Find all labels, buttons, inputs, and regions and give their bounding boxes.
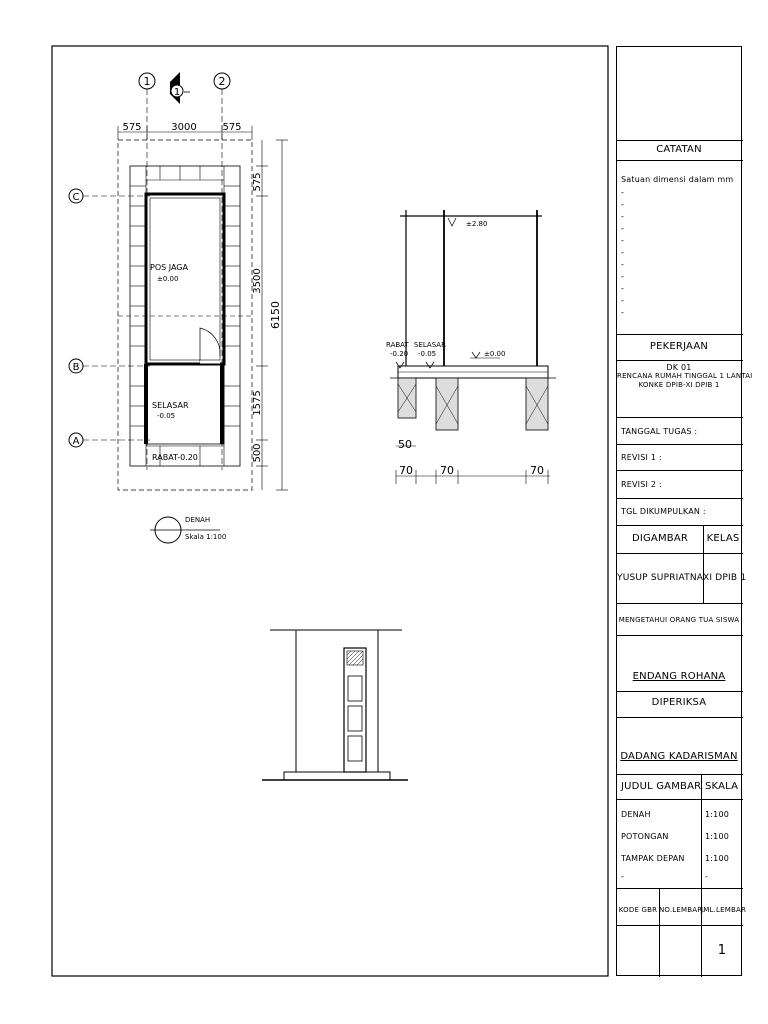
mengetahui: MENGETAHUI ORANG TUA SISWA bbox=[618, 616, 740, 624]
catatan-dash-7: - bbox=[621, 260, 625, 269]
front-elevation bbox=[262, 630, 408, 780]
catatan-dash-11: - bbox=[621, 308, 625, 317]
drawing-scale-3: 1:100 bbox=[705, 854, 730, 863]
foundations bbox=[398, 378, 548, 430]
dim-top-3000: 3000 bbox=[171, 122, 197, 133]
section-dim-70-b: 70 bbox=[440, 464, 454, 477]
no-lembar: NO.LEMBAR. bbox=[659, 906, 705, 914]
drawing-frame bbox=[52, 46, 608, 976]
skala-header: SKALA bbox=[705, 781, 739, 792]
drawing-scale-1: 1:100 bbox=[705, 810, 730, 819]
catatan-dash-1: - bbox=[621, 188, 625, 197]
judul-header: JUDUL GAMBAR bbox=[621, 781, 702, 792]
kelas-value: XI DPIB 1 bbox=[703, 573, 747, 583]
section-marker-number: 1 bbox=[173, 87, 181, 98]
revisi-2: REVISI 2 : bbox=[621, 480, 662, 489]
section-top-level: ±2.80 bbox=[466, 220, 488, 228]
jml-lembar: JML.LEMBAR bbox=[701, 906, 747, 914]
drawing-scale-4: - bbox=[705, 872, 709, 881]
tanggal-tugas: TANGGAL TUGAS : bbox=[621, 427, 698, 436]
digambar-header: DIGAMBAR bbox=[631, 533, 689, 544]
catatan-dash-3: - bbox=[621, 212, 625, 221]
door-swing bbox=[200, 328, 220, 362]
door-elevation bbox=[344, 648, 366, 772]
catatan-dash-10: - bbox=[621, 296, 625, 305]
terrace-name: SELASAR bbox=[152, 401, 189, 410]
drawing-name-1: DENAH bbox=[621, 810, 651, 819]
dim-top-575-left: 575 bbox=[122, 122, 142, 133]
kode-gbr: KODE GBR bbox=[618, 906, 658, 914]
dim-right-500: 500 bbox=[252, 443, 263, 463]
dim-right-575: 575 bbox=[252, 172, 263, 192]
section-selasar-level: -0.05 bbox=[418, 350, 437, 358]
plan-scale: Skala 1:100 bbox=[185, 533, 227, 541]
plan-title: DENAH bbox=[185, 516, 211, 524]
section-dim-70-c: 70 bbox=[530, 464, 544, 477]
title-block bbox=[616, 46, 753, 976]
section-selasar-label: SELASAR bbox=[414, 341, 446, 349]
catatan-dash-4: - bbox=[621, 224, 625, 233]
section-floor-level: ±0.00 bbox=[484, 350, 506, 358]
dim-right-3500: 3500 bbox=[252, 268, 263, 294]
catatan-dash-8: - bbox=[621, 272, 625, 281]
section-rabat-label: RABAT bbox=[386, 341, 409, 349]
section-rabat-level: -0.20 bbox=[390, 350, 409, 358]
room-name: POS JAGA bbox=[150, 263, 188, 272]
tgl-dikumpulkan: TGL DIKUMPULKAN : bbox=[621, 507, 706, 516]
dim-top-575-right: 575 bbox=[222, 122, 242, 133]
terrace-level: -0.05 bbox=[157, 412, 176, 420]
drawing-scale-2: 1:100 bbox=[705, 832, 730, 841]
diperiksa: DIPERIKSA bbox=[651, 697, 707, 708]
section-drawing bbox=[386, 210, 556, 484]
catatan-dash-5: - bbox=[621, 236, 625, 245]
dim-right-1575: 1575 bbox=[252, 390, 263, 416]
catatan-dash-9: - bbox=[621, 284, 625, 293]
dim-total: 6150 bbox=[269, 301, 282, 329]
pekerjaan-line-1: DK 01 bbox=[666, 363, 692, 372]
digambar-name: YUSUP SUPRIATNA bbox=[617, 573, 704, 583]
floor-plan bbox=[69, 72, 288, 543]
grid-number-1: 1 bbox=[143, 75, 151, 88]
catatan-dash-2: - bbox=[621, 200, 625, 209]
section-dim-50: 50 bbox=[398, 438, 412, 451]
sheet-count: 1 bbox=[717, 943, 727, 958]
catatan-header: CATATAN bbox=[656, 144, 702, 155]
rabat-label: RABAT-0.20 bbox=[152, 453, 198, 462]
drawing-name-2: POTONGAN bbox=[621, 832, 669, 841]
revisi-1: REVISI 1 : bbox=[621, 453, 662, 462]
grid-number-2: 2 bbox=[218, 75, 226, 88]
kelas-header: KELAS bbox=[706, 533, 740, 544]
room-level: ±0.00 bbox=[157, 275, 179, 283]
parent-name: ENDANG ROHANA bbox=[632, 671, 726, 682]
grid-letter-b: B bbox=[72, 362, 80, 373]
grid-letter-c: C bbox=[72, 192, 80, 203]
section-dim-70-a: 70 bbox=[399, 464, 413, 477]
grid-letter-a: A bbox=[72, 436, 80, 447]
drawing-name-4: - bbox=[621, 872, 625, 881]
pekerjaan-line-3: KONKE DPIB-XI DPIB 1 bbox=[638, 381, 720, 389]
drawing-name-3: TAMPAK DEPAN bbox=[621, 854, 685, 863]
pekerjaan-header: PEKERJAAN bbox=[649, 341, 709, 352]
checker-name: DADANG KADARISMAN bbox=[620, 751, 738, 762]
pekerjaan-line-2: RENCANA RUMAH TINGGAL 1 LANTAI bbox=[617, 372, 753, 380]
catatan-dash-6: - bbox=[621, 248, 625, 257]
catatan-note: Satuan dimensi dalam mm bbox=[621, 175, 734, 184]
